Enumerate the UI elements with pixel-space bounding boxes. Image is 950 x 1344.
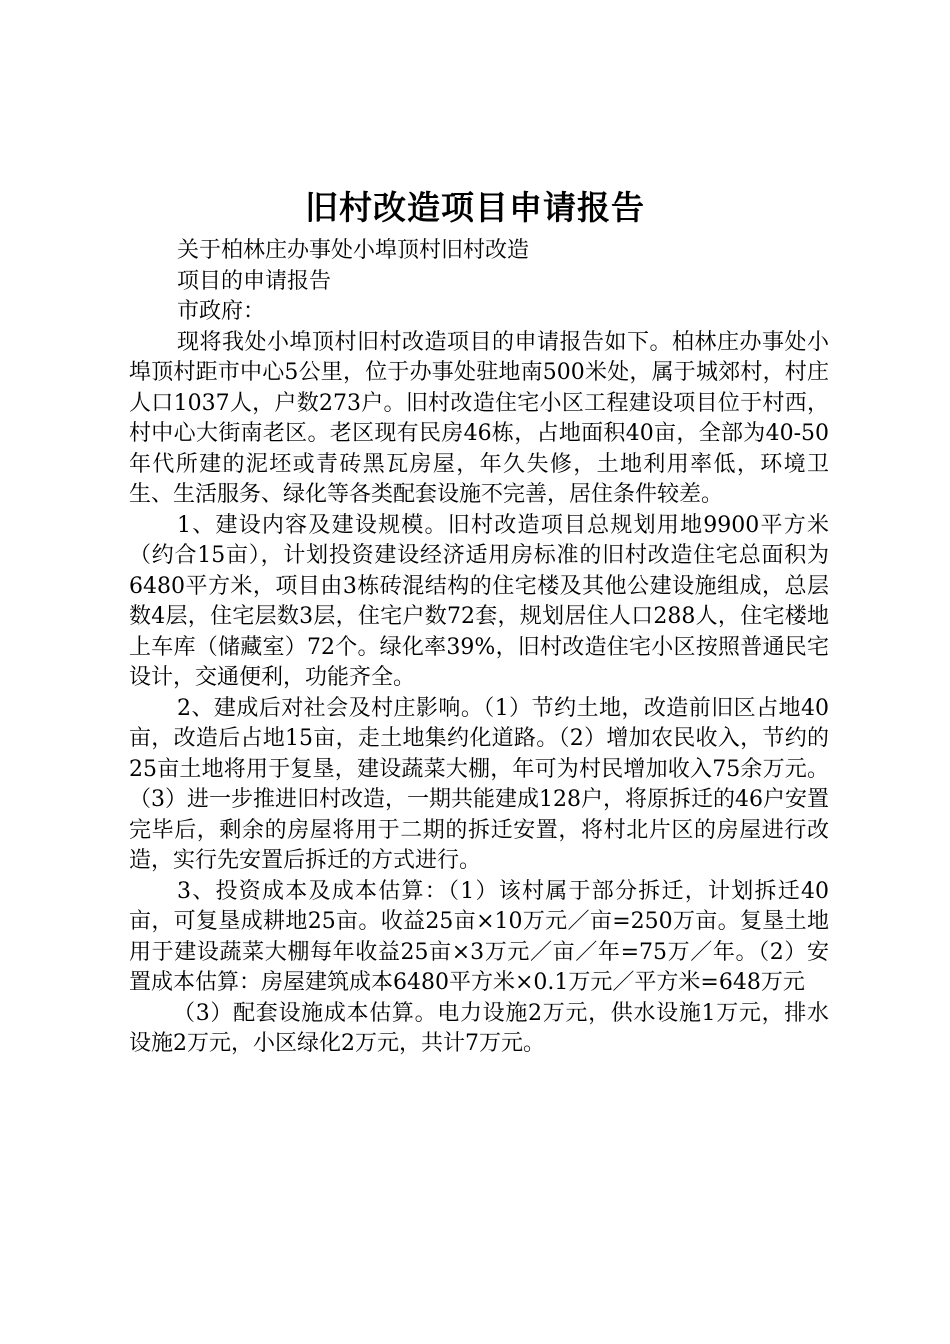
paragraph-construction-scale: 1、建设内容及建设规模。旧村改造项目总规划用地9900平方米（约合15亩），计划投资建设经济适用房标准的旧村改造住宅总面积为6480平方米，项目由3栋砖混结构的住宅楼及其他公建设施组成，总层数4层，住宅层数3层，住宅户数72套，规划居住人口288人，住宅楼地上车库（储藏室）72个。绿化率39%，旧村改造住宅小区按照普通民宅设计，交通便利，功能齐全。 bbox=[129, 512, 829, 690]
paragraph-cost-estimate: 3、投资成本及成本估算：（1）该村属于部分拆迁，计划拆迁40亩，可复垦成耕地25亩。收益25亩×10万元／亩=250万亩。复垦土地用于建设蔬菜大棚每年收益25亩×3万元／亩／年=75万／年。（2）安置成本估算：房屋建筑成本6480平方米×0.1万元／平方米=648万元 bbox=[129, 878, 829, 995]
subtitle-line-1: 关于柏林庄办事处小埠顶村旧村改造 bbox=[177, 238, 530, 263]
paragraph-intro: 现将我处小埠顶村旧村改造项目的申请报告如下。柏林庄办事处小埠顶村距市中心5公里，位于办事处驻地南500米处，属于城郊村，村庄人口1037人，户数273户。旧村改造住宅小区工程建设项目位于村西，村中心大街南老区。老区现有民房46栋，占地面积40亩，全部为40-50年代所建的泥坯或青砖黑瓦房屋，年久失修，土地利用率低，环境卫生、生活服务、绿化等各类配套设施不完善，居住条件较差。 bbox=[129, 329, 829, 507]
paragraph-social-impact: 2、建成后对社会及村庄影响。（1）节约土地，改造前旧区占地40亩，改造后占地15亩，走土地集约化道路。（2）增加农民收入，节约的25亩土地将用于复垦，建设蔬菜大棚，年可为村民增加收入75余万元。（3）进一步推进旧村改造，一期共能建成128户，将原拆迁的46户安置完毕后，剩余的房屋将用于二期的拆迁安置，将村北片区的房屋进行改造，实行先安置后拆迁的方式进行。 bbox=[129, 695, 829, 873]
document-title: 旧村改造项目申请报告 bbox=[305, 188, 645, 227]
salutation: 市政府： bbox=[177, 299, 266, 324]
subtitle-line-2: 项目的申请报告 bbox=[177, 268, 332, 294]
document-body bbox=[129, 236, 829, 1060]
paragraph-facility-cost: （3）配套设施成本估算。电力设施2万元，供水设施1万元，排水设施2万元，小区绿化2万元，共计7万元。 bbox=[129, 1000, 829, 1056]
